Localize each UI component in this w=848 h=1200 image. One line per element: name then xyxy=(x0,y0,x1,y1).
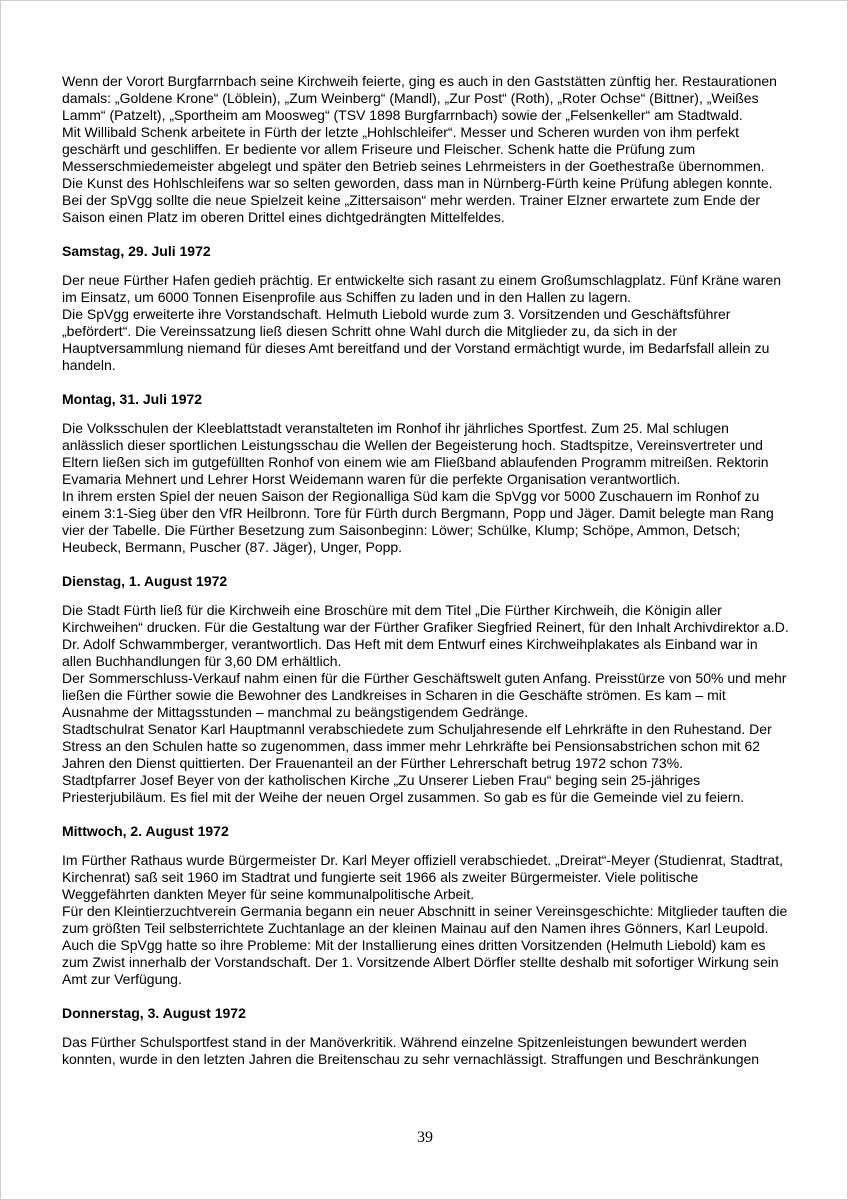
heading-mittwoch-2-august-1972: Mittwoch, 2. August 1972 xyxy=(62,823,229,839)
paragraph-spvgg-vorstandschaft: Die SpVgg erweiterte ihre Vorstandschaft. Helmuth Liebold wurde zum 3. Vorsitzenden und Geschäftsführer „befördert“. Die Vereinssatzung ließ diesen Schritt ohne Wahl durch die Mitglieder zu, da sich in der Hauptversammlung niemand für dieses Amt bereitfand und der Vorstand ermächtigt wurde, im Bedarfsfall allein zu handeln. xyxy=(62,306,770,373)
paragraph-regionalliga-sued: In ihrem ersten Spiel der neuen Saison der Regionalliga Süd kam die SpVgg vor 5000 Zuschauern im Ronhof zu einem 3:1-Sieg über den VfR Heilbronn. Tore für Fürth durch Bergmann, Popp und Jäger. Damit belegte man Rang vier der Tabelle. Die Fürther Besetzung zum Saisonbeginn: Löwer; Schülke, Klump; Schöpe, Ammon, Detsch; Heubeck, Bermann, Puscher (87. Jäger), Unger, Popp. xyxy=(62,488,774,555)
paragraph-spvgg-probleme: Auch die SpVgg hatte so ihre Probleme: Mit der Installierung eines dritten Vorsitzenden (Helmuth Liebold) kam es zum Zwist innerhalb der Vorstandschaft. Der 1. Vorsitzende Albert Dörfler stellte deshalb mit sofortiger Wirkung sein Amt zur Verfügung. xyxy=(62,937,779,987)
paragraph-fuerther-hafen: Der neue Fürther Hafen gedieh prächtig. Er entwickelte sich rasant zu einem Großumschlagplatz. Fünf Kräne waren im Einsatz, um 6000 Tonnen Eisenprofile aus Schiffen zu laden und in den Hallen zu lagern. xyxy=(62,272,782,305)
paragraph-kirchweih-gaststaetten: Wenn der Vorort Burgfarrnbach seine Kirchweih feierte, ging es auch in den Gaststätten zünftig her. Restaurationen damals: „Goldene Krone“ (Löblein), „Zum Weinberg“ (Mandl), „Zur Post“ (Roth), „Roter Ochse“ (Bittner), „Weißes Lamm“ (Patzelt), „Sportheim am Moosweg“ (TSV 1898 Burgfarrnbach) sowie der „Felsenkeller“ am Stadtwald. xyxy=(62,73,777,123)
heading-samstag-29-juli-1972: Samstag, 29. Juli 1972 xyxy=(62,243,211,259)
paragraph-buergermeister-meyer: Im Fürther Rathaus wurde Bürgermeister Dr. Karl Meyer offiziell verabschiedet. „Dreirat“-Meyer (Studienrat, Stadtrat, Kirchenrat) saß seit 1960 im Stadtrat und fungierte seit 1966 als zweiter Bürgermeister. Viele politische Weggefährten dankten Meyer für seine kommunalpolitische Arbeit. xyxy=(62,852,783,902)
paragraph-volksschulen-sportfest: Die Volksschulen der Kleeblattstadt veranstalteten im Ronhof ihr jährliches Sportfest. Zum 25. Mal schlugen anlässlich dieser sportlichen Leistungsschau die Wellen der Begeisterung hoch. Stadtspitze, Vereinsvertreter und Eltern ließen sich im gutgefüllten Ronhof von einem wie am Fließband ablaufenden Programm mitreißen. Rektorin Evamaria Mehnert und Lehrer Horst Weidemann waren für die perfekte Organisation verantwortlich. xyxy=(62,420,769,487)
heading-dienstag-1-august-1972: Dienstag, 1. August 1972 xyxy=(62,573,228,589)
paragraph-schulsportfest-kritik: Das Fürther Schulsportfest stand in der Manöverkritik. Während einzelne Spitzenleistungen bewundert werden konnten, wurde in den letzten Jahren die Breitenschau zu sehr vernachlässigt. Straffungen und Beschränkungen xyxy=(62,1034,760,1067)
paragraph-spvgg-spielzeit: Bei der SpVgg sollte die neue Spielzeit keine „Zittersaison“ mehr werden. Trainer Elzner erwartete zum Ende der Saison einen Platz im oberen Drittel eines dichtgedrängten Mittelfeldes. xyxy=(62,192,761,225)
heading-donnerstag-3-august-1972: Donnerstag, 3. August 1972 xyxy=(62,1005,246,1021)
paragraph-kleintierzuchtverein: Für den Kleintierzuchtverein Germania begann ein neuer Abschnitt in seiner Vereinsgeschichte: Mitglieder tauften die zum größten Teil selbsterrichtete Zuchtanlage an der kleinen Mainau auf den Namen ihres Gönners, Karl Leupold. xyxy=(62,903,788,936)
heading-montag-31-juli-1972: Montag, 31. Juli 1972 xyxy=(62,391,203,407)
paragraph-stadtschulrat-lehrkraefte: Stadtschulrat Senator Karl Hauptmannl verabschiedete zum Schuljahresende elf Lehrkräfte in den Ruhestand. Der Stress an den Schulen hatte so zugenommen, dass immer mehr Lehrkräfte bei Pensionsabstrichen schon mit 62 Jahren den Dienst quittierten. Der Frauenanteil an der Fürther Lehrerschaft betrug 1972 schon 73%. xyxy=(62,721,772,771)
paragraph-hohlschleifer: Mit Willibald Schenk arbeitete in Fürth der letzte „Hohlschleifer“. Messer und Scheren wurden von ihm perfekt geschärft und geschliffen. Er bediente vor allem Friseure und Fleischer. Schenk hatte die Prüfung zum Messerschmiedemeister abgelegt und später den Betrieb seines Lehrmeisters in der Goethestraße übernommen. Die Kunst des Hohlschleifens war so selten geworden, dass man in Nürnberg-Fürth keine Prüfung ablegen konnte. xyxy=(62,124,773,191)
paragraph-stadtpfarrer-jubilaeum: Stadtpfarrer Josef Beyer von der katholischen Kirche „Zu Unserer Lieben Frau“ beging sein 25-jähriges Priesterjubiläum. Es fiel mit der Weihe der neuen Orgel zusammen. So gab es für die Gemeinde viel zu feiern. xyxy=(62,772,745,805)
paragraph-sommerschluss-verkauf: Der Sommerschluss-Verkauf nahm einen für die Fürther Geschäftswelt guten Anfang. Preisstürze von 50% und mehr ließen die Fürther sowie die Bewohner des Landkreises in Scharen in die Geschäfte strömen. Es kam – mit Ausnahme der Mittagsstunden – manchmal zu beängstigendem Gedränge. xyxy=(62,670,787,720)
paragraph-kirchweih-broschuere: Die Stadt Fürth ließ für die Kirchweih eine Broschüre mit dem Titel „Die Fürther Kirchweih, die Königin aller Kirchweihen“ drucken. Für die Gestaltung war der Fürther Grafiker Siegfried Reinert, für den Inhalt Archivdirektor a.D. Dr. Adolf Schwammberger, verantwortlich. Das Heft mit dem Entwurf eines Kirchweihplakates als Einband war in allen Buchhandlungen für 3,60 DM erhältlich. xyxy=(62,602,789,669)
document-body xyxy=(62,73,789,1068)
page-number: 39 xyxy=(417,1129,433,1146)
